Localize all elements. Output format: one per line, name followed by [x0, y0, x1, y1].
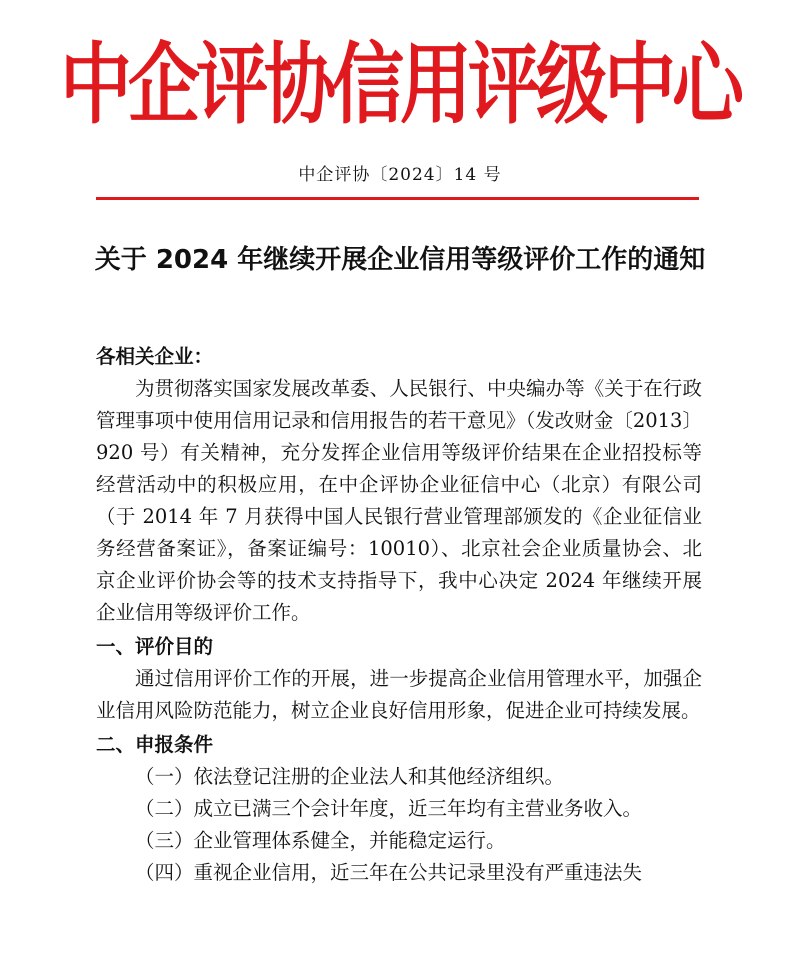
document-number: 中企评协〔2024〕14 号: [298, 165, 502, 185]
issuer-header-title: 中企评协信用评级中心: [59, 33, 740, 136]
header-divider: [96, 197, 699, 200]
condition-item: （一）依法登记注册的企业法人和其他经济组织。: [135, 765, 565, 788]
condition-item: （三）企业管理体系健全，并能稳定运行。: [135, 829, 506, 852]
intro-paragraph: 为贯彻落实国家发展改革委、人民银行、中央编办等《关于在行政管理事项中使用信用记录和信用报告的若干意见》（发改财金〔2013〕920 号）有关精神，充分发挥企业信用等级评价结果在企业招投标等经营活动中的积极应用，在中企评协企业征信中心（北京）有限公司（于 2014 年 7 月获得中国人民银行营业管理部颁发的《企业征信业务经营备案证》，备案证编号：10010）、北京社会企业质量协会、北京企业评价协会等的技术支持指导下，我中心决定 2024 年继续开展企业信用等级评价工作。: [96, 377, 702, 624]
section-heading-purpose: 一、评价目的: [96, 635, 214, 658]
document-body: [96, 341, 702, 889]
condition-item: （二）成立已满三个会计年度，近三年均有主营业务收入。: [135, 797, 643, 820]
section-heading-conditions: 二、申报条件: [96, 733, 214, 756]
purpose-paragraph: 通过信用评价工作的开展，进一步提高企业信用管理水平，加强企业信用风险防范能力，树立企业良好信用形象，促进企业可持续发展。: [96, 667, 702, 722]
notice-title: 关于 2024 年继续开展企业信用等级评价工作的通知: [94, 245, 706, 275]
salutation: 各相关企业：: [96, 345, 214, 368]
condition-item: （四）重视企业信用，近三年在公共记录里没有严重违法失: [135, 861, 643, 884]
